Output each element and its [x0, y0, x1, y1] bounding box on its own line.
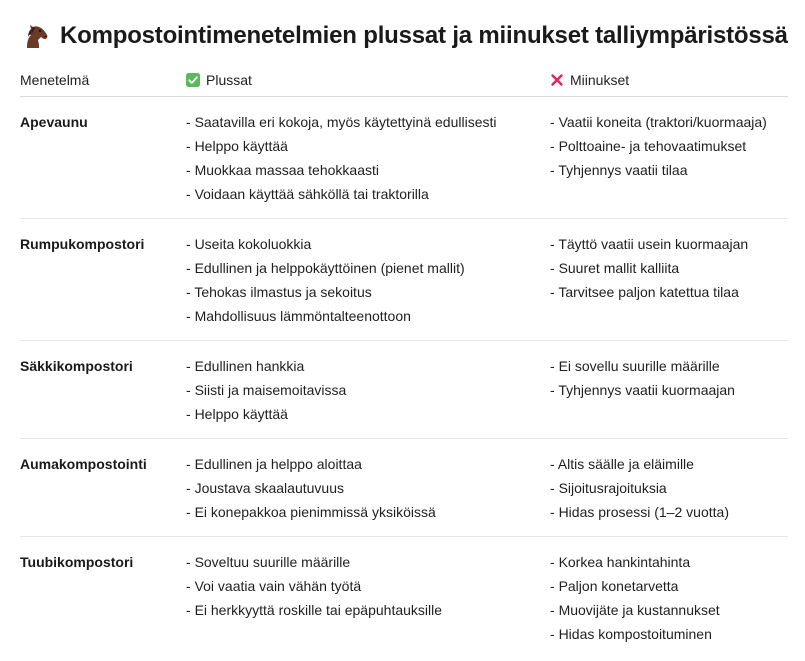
pros-item: - Ei konepakkoa pienimmissä yksiköissä	[186, 500, 550, 524]
pros-cell	[186, 537, 550, 659]
cons-item: - Paljon konetarvetta	[550, 574, 788, 598]
pros-list	[186, 110, 550, 206]
cons-item: - Altis säälle ja eläimille	[550, 452, 788, 476]
page-title: Kompostointimenetelmien plussat ja miinukset talliympäristössä	[60, 22, 788, 49]
pros-cell	[186, 97, 550, 219]
pros-item: - Helppo käyttää	[186, 134, 550, 158]
cons-list	[550, 232, 788, 304]
cons-item: - Suuret mallit kalliita	[550, 256, 788, 280]
cons-list	[550, 354, 788, 402]
cons-item: - Korkea hankintahinta	[550, 550, 788, 574]
pros-item: - Edullinen ja helppokäyttöinen (pienet mallit)	[186, 256, 550, 280]
table-row	[20, 537, 788, 659]
method-name: Apevaunu	[20, 97, 186, 219]
pros-item: - Saatavilla eri kokoja, myös käytettyinä edullisesti	[186, 110, 550, 134]
cons-item: - Tarvitsee paljon katettua tilaa	[550, 280, 788, 304]
method-name: Tuubikompostori	[20, 554, 134, 570]
cons-cell	[550, 97, 788, 219]
pros-item: - Siisti ja maisemoitavissa	[186, 378, 550, 402]
cons-item: - Tyhjennys vaatii tilaa	[550, 158, 788, 182]
method-name: Säkkikompostori	[20, 341, 186, 439]
cons-item: - Muovijäte ja kustannukset	[550, 598, 788, 622]
pros-item: - Tehokas ilmastus ja sekoitus	[186, 280, 550, 304]
page-title-row	[22, 22, 788, 50]
column-header-pros	[186, 64, 550, 97]
pros-item: - Soveltuu suurille määrille	[186, 550, 550, 574]
comparison-table	[20, 64, 788, 658]
pros-item: - Ei herkkyyttä roskille tai epäpuhtauksille	[186, 598, 550, 622]
table-row	[20, 341, 788, 439]
cons-list	[550, 452, 788, 524]
table-header-row	[20, 64, 788, 97]
pros-item: - Voi vaatia vain vähän työtä	[186, 574, 550, 598]
cons-item: - Vaatii koneita (traktori/kuormaaja)	[550, 110, 788, 134]
cons-item: - Täyttö vaatii usein kuormaajan	[550, 232, 788, 256]
cons-cell	[550, 439, 788, 537]
horse-icon	[22, 22, 50, 50]
cons-item: - Ei sovellu suurille määrille	[550, 354, 788, 378]
pros-list	[186, 452, 550, 524]
cons-item: - Hidas kompostoituminen	[550, 622, 788, 646]
column-header-cons	[550, 64, 788, 97]
pros-cell	[186, 439, 550, 537]
pros-item: - Helppo käyttää	[186, 402, 550, 426]
cons-list	[550, 110, 788, 182]
column-header-cons-label: Miinukset	[570, 72, 630, 88]
check-mark-icon	[186, 73, 200, 87]
pros-item: - Muokkaa massaa tehokkaasti	[186, 158, 550, 182]
table-row	[20, 97, 788, 219]
table-row	[20, 219, 788, 341]
column-header-pros-label: Plussat	[206, 72, 252, 88]
cons-cell	[550, 341, 788, 439]
pros-list	[186, 354, 550, 426]
pros-item: - Joustava skaalautuvuus	[186, 476, 550, 500]
cons-item: - Tyhjennys vaatii kuormaajan	[550, 378, 788, 402]
pros-item: - Voidaan käyttää sähköllä tai traktorilla	[186, 182, 550, 206]
pros-item: - Edullinen hankkia	[186, 354, 550, 378]
method-name: Rumpukompostori	[20, 219, 186, 341]
pros-cell	[186, 219, 550, 341]
cons-item: - Sijoitusrajoituksia	[550, 476, 788, 500]
cons-cell	[550, 537, 788, 659]
table-row	[20, 439, 788, 537]
pros-cell	[186, 341, 550, 439]
pros-item: - Mahdollisuus lämmöntalteenottoon	[186, 304, 550, 328]
pros-list	[186, 232, 550, 328]
pros-item: - Edullinen ja helppo aloittaa	[186, 452, 550, 476]
column-header-method	[20, 64, 186, 97]
cons-item: - Polttoaine- ja tehovaatimukset	[550, 134, 788, 158]
cross-mark-icon	[550, 73, 564, 87]
column-header-method-label: Menetelmä	[20, 72, 90, 88]
cons-cell	[550, 219, 788, 341]
pros-item: - Useita kokoluokkia	[186, 232, 550, 256]
cons-list	[550, 550, 788, 646]
cons-item: - Hidas prosessi (1–2 vuotta)	[550, 500, 788, 524]
method-name: Aumakompostointi	[20, 439, 186, 537]
pros-list	[186, 550, 550, 622]
